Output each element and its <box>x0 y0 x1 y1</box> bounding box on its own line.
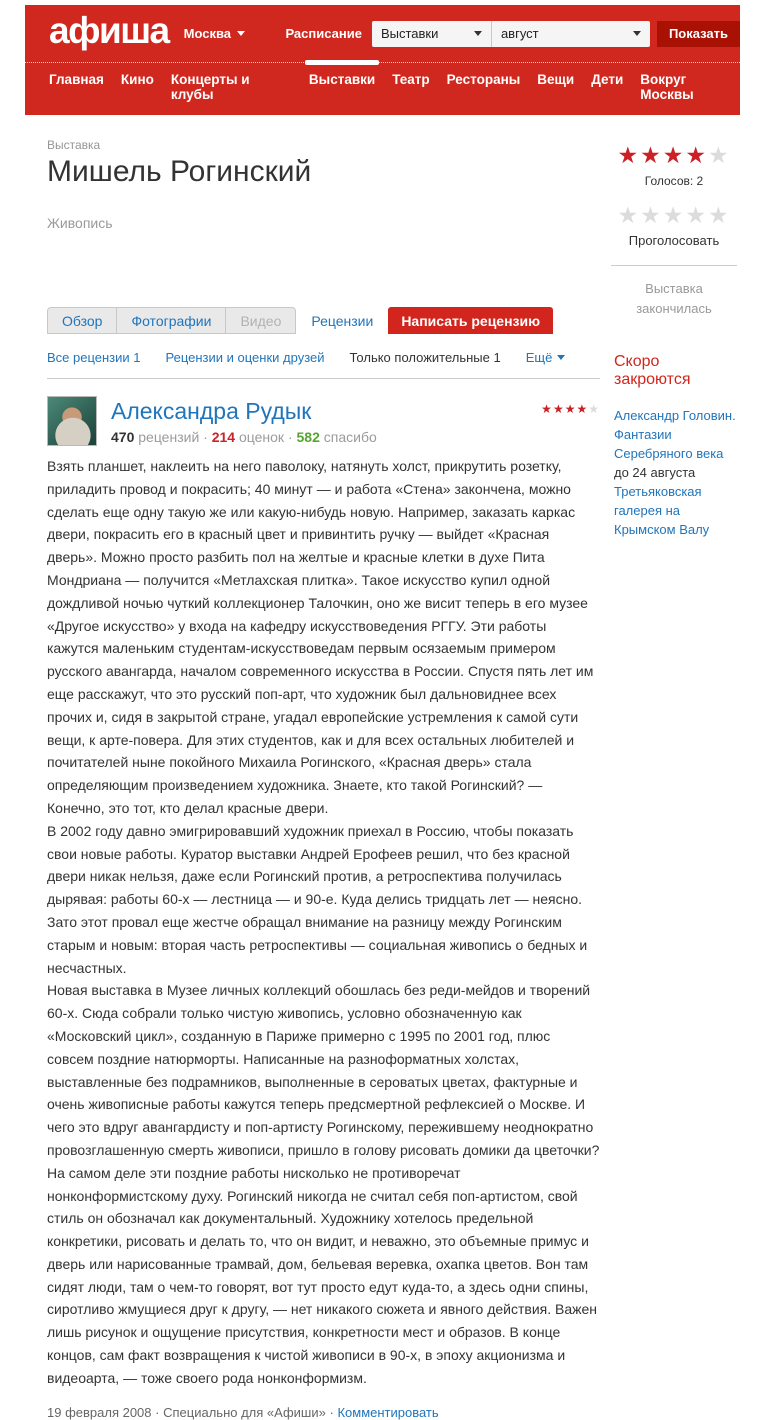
exhibition-title-link[interactable]: Александр Головин. Фантазии Серебряного века <box>614 408 736 461</box>
dot-separator: · <box>203 429 208 445</box>
vote-stars[interactable]: ★★★★★ <box>617 202 731 228</box>
tab-bar <box>47 307 600 334</box>
main-nav <box>25 62 740 115</box>
city-selector[interactable] <box>184 26 245 41</box>
page-title: Мишель Рогинский <box>47 155 312 188</box>
nav-item-kontserty[interactable]: Концерты и клубы <box>170 72 250 102</box>
review-footer <box>47 1405 600 1420</box>
comment-link[interactable]: Комментировать <box>337 1404 439 1420</box>
nav-item-restorany[interactable]: Рестораны <box>446 72 521 87</box>
rating-box <box>608 138 740 317</box>
filter-all-reviews[interactable]: Все рецензии 1 <box>47 350 141 365</box>
review-header <box>47 396 600 446</box>
sidebar-heading: Скоро закроются <box>614 353 691 388</box>
review-paragraph: Взять планшет, наклеить на него паволоку, натянуть холст, прикрутить розетку, приладить провод и покрасить; 40 минут — и работа «Стена» закончена, можно сделать еще одну такую же или какую-нибудь новую. Например, заказать каркас двери, покрасить его в красный цвет и привинтить ручку — выйдет «Красная дверь». Можно просто разбить пол на желтые и красные клетки в духе Пита Мондриана — получится «Метлахская плитка». Такое искусство купил одной дождливой ночью чуткий коллекционер Талочкин, оно же висит теперь в его музее «Другое искусство» у входа на кафедру искусствоведения РГГУ. Эти работы кажутся маленьким студентам-искусствоведам первым осязаемым примером русского авангарда, началом современного искусства в России. Спустя пять лет им еще расскажут, что это русский поп-арт, что художник был дальновиднее всех прочих и, сидя в закрытой стране, угадал европейские устремления к самой сути вещи, к арте-повера. Для этих студентов, как и для всех остальных любителей и почитателей ныне покойного Михаила Рогинского, «Красная дверь» стала определяющим произведением художника. Знаете, кто такой Рогинский? — Конечно, это тот, кто делал красные двери. <box>47 458 594 816</box>
tab-obzor[interactable]: Обзор <box>48 308 117 333</box>
votes-count: Голосов: 2 <box>644 174 704 188</box>
reviews-label: рецензий <box>138 429 200 445</box>
month-select[interactable] <box>492 21 650 47</box>
exhibition-status: Выставка закончилась <box>636 281 712 317</box>
exhibition-end-date: до 24 августа <box>614 465 696 480</box>
ratings-label: оценок <box>238 429 285 445</box>
reviewer-avatar[interactable] <box>47 396 97 446</box>
dot-separator: · <box>155 1404 160 1420</box>
title-section <box>47 138 740 317</box>
divider <box>611 265 737 266</box>
schedule-selects <box>372 21 650 47</box>
schedule-label: Расписание <box>285 26 362 41</box>
nav-item-glavnaya[interactable]: Главная <box>49 72 104 87</box>
filter-positive-current: Только положительные 1 <box>349 350 501 365</box>
nav-item-deti[interactable]: Дети <box>591 72 624 87</box>
review-paragraph: Новая выставка в Музее личных коллекций обошлась без реди-мейдов и творений 60-х. Сюда собрали только чистую живопись, условно обозначенную как «Московский цикл», созданную в Париже примерно с 1995 по 2001 год, плюс совсем поздние натюрморты. Написанные на разноформатных холстах, выставленные без подрамников, выполненные в сероватых цветах, фактурные и очень живописные работы кажутся теперь предсмертной рефлексией о Москве. И чего это вдруг авангардисту и поп-артисту Рогинскому, пережившему неоднократно провозглашенную смерть живописи, пришло в голову рисовать домики да цветочки? На самом деле эти поздние работы нисколько не противоречат нонконформистскому духу. Рогинский никогда не считал себя поп-артистом, свой стиль он обозначал как документальный. Художнику хотелось предельной конкретики, рисовать и делать то, что он видит, и неважно, это объемные примус и дверь или нарисованные трамвай, дом, бельевая веревка, охапка цветов. Вон там сидят люди, там о чем-то говорят, вот тут просто едут куда-то, а здесь одни спины, сиротливо жмущиеся друг к другу, — нет никакого сюжета и явного действия. Важен лишь рисунок и ощущение присутствия, конкретности мест и образов. В конце концов, сам факт возвращения к чистой живописи в 90-х, в эпоху акционизма и видеоарта, — тоже своего рода нонконформизм. <box>47 982 600 1386</box>
nav-item-veschi[interactable]: Вещи <box>537 72 575 87</box>
chevron-down-icon <box>633 31 641 36</box>
thanks-count: 582 <box>296 429 320 445</box>
filter-friends-reviews[interactable]: Рецензии и оценки друзей <box>165 350 325 365</box>
filter-more-dropdown[interactable] <box>526 350 566 365</box>
exhibition-venue-link[interactable]: Третьяковская галерея на Крымском Валу <box>614 484 710 537</box>
month-select-value: август <box>500 26 539 41</box>
page-kicker: Выставка <box>47 138 101 152</box>
review-rating-stars: ★★★★★ <box>541 402 600 416</box>
sidebar-exhibition-item <box>614 406 740 539</box>
dot-separator: · <box>287 429 293 445</box>
tab-video: Видео <box>240 312 282 329</box>
tab-group <box>47 307 296 334</box>
sidebar <box>614 307 740 1420</box>
header-top-row <box>25 5 740 62</box>
filter-more-label: Ещё <box>525 350 553 365</box>
schedule-controls <box>285 21 740 47</box>
main-column <box>47 307 600 1420</box>
reviewer-stats <box>111 429 377 445</box>
nav-item-kino[interactable]: Кино <box>120 72 154 87</box>
write-review-button[interactable]: Написать рецензию <box>388 307 553 334</box>
nav-item-vokrug-moskvy[interactable]: Вокруг Москвы <box>640 72 694 102</box>
category-select-value: Выставки <box>380 26 439 41</box>
vote-label[interactable]: Проголосовать <box>628 233 720 248</box>
content-area <box>47 307 740 1420</box>
review-date: 19 февраля 2008 <box>47 1404 152 1420</box>
site-header <box>25 5 740 115</box>
genre-label: Живопись <box>47 215 113 231</box>
nav-item-vystavki[interactable]: Выставки <box>309 72 375 102</box>
rating-stars: ★★★★★ <box>617 142 731 168</box>
tab-fotografii[interactable]: Фотографии <box>117 308 226 333</box>
city-label: Москва <box>183 26 232 41</box>
show-button[interactable]: Показать <box>657 21 740 47</box>
thanks-label: спасибо <box>323 429 377 445</box>
review-source: Специально для «Афиши» <box>163 1404 326 1420</box>
review-paragraph: В 2002 году давно эмигрировавший художник приехал в Россию, чтобы показать свои новые работы. Куратор выставки Андрей Ерофеев решил, что без красной двери никак нельзя, даже если Рогинский против, а ретроспектива получилась дырявая: работы 60-х — лестница — и 90-е. Куда делись тридцать лет — неясно. Зато этот провал еще жестче обращал внимание на разницу между Рогинским старым и новым: вторая часть ретроспективы — социальная живопись о бедных и несчастных. <box>47 822 588 976</box>
ratings-count: 214 <box>211 429 236 445</box>
reviews-count: 470 <box>111 429 135 445</box>
review-filters <box>47 334 600 379</box>
chevron-down-icon <box>474 31 482 36</box>
chevron-down-icon <box>237 31 245 36</box>
tab-retsenzii[interactable]: Рецензии <box>296 307 388 334</box>
afisha-logo[interactable]: афиша <box>49 10 169 51</box>
dot-separator: · <box>329 1404 334 1420</box>
review-text <box>47 455 600 1390</box>
title-block <box>47 138 311 307</box>
reviewer-name-link[interactable]: Александра Рудык <box>111 398 312 424</box>
reviewer-identity <box>111 396 377 446</box>
chevron-down-icon <box>557 355 565 360</box>
nav-item-teatr[interactable]: Театр <box>392 72 430 87</box>
category-select[interactable] <box>372 21 492 47</box>
